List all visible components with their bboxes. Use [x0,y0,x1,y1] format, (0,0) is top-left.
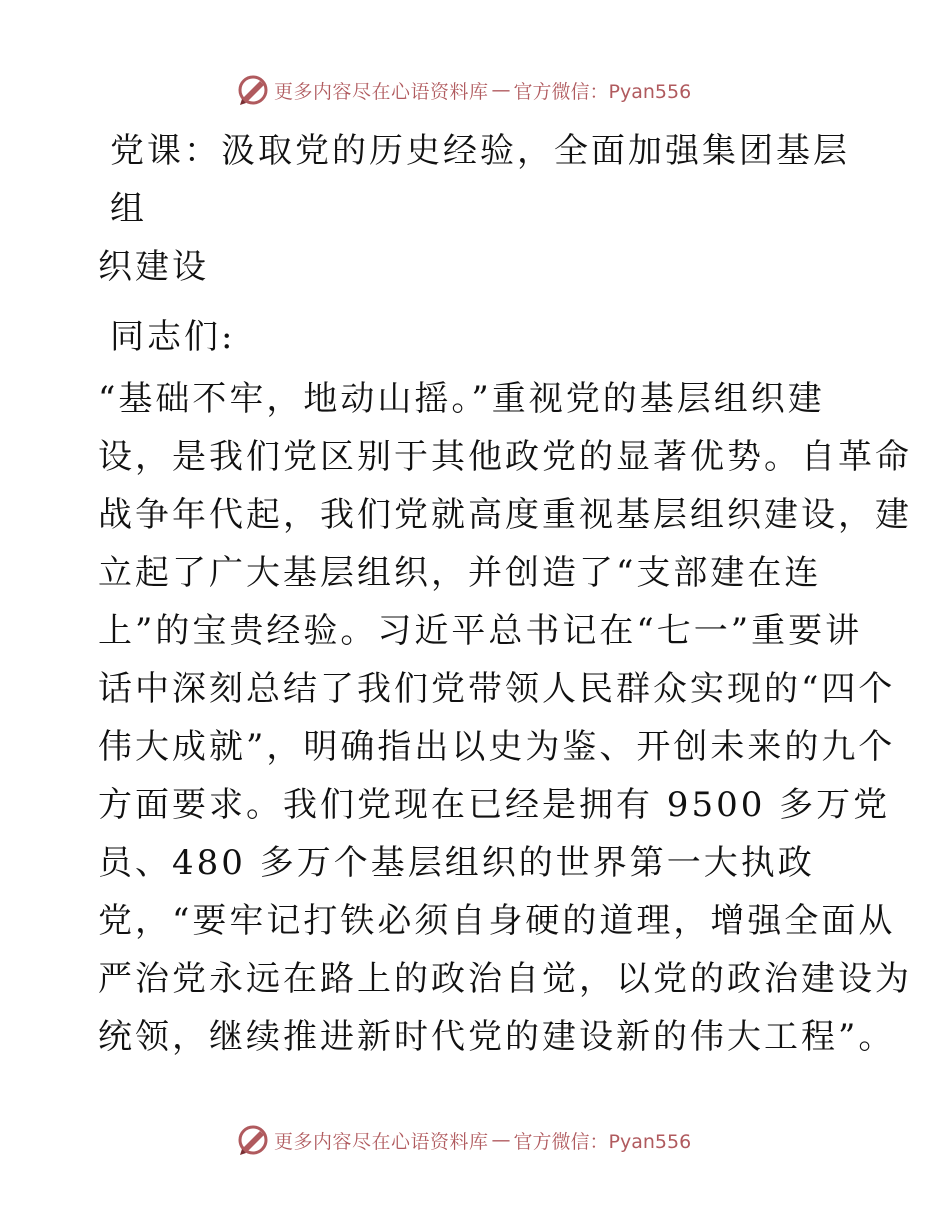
banner-text: 更多内容尽在心语资料库 [274,80,489,103]
pen-logo-icon [236,1123,270,1157]
title-line-2: 织建设 [98,247,209,287]
paragraph-line: 方面要求。我们党现在已经是拥有 9500 多万党 [98,785,891,825]
paragraph-line: 话中深刻总结了我们党带领人民群众实现的“四个 [98,669,896,709]
paragraph-line: “基础不牢，地动山摇。”重视党的基层组织建 [98,379,825,419]
document-body [98,122,912,1066]
paragraph-line: 上”的宝贵经验。习近平总书记在“七一”重要讲 [98,611,863,651]
paragraph-line: 立起了广大基层组织，并创造了“支部建在连 [98,553,822,593]
paragraph-line: 党，“要牢记打铁必须自身硬的道理，增强全面从 [98,901,896,941]
paragraph-line: 统领，继续推进新时代党的建设新的伟大工程”。 [98,1017,896,1057]
paragraph-line: 员、480 多万个基层组织的世界第一大执政 [98,843,815,883]
banner-separator: — [491,79,511,101]
title-line-1: 党课：汲取党的历史经验，全面加强集团基层组 [110,131,850,229]
banner-text: 更多内容尽在心语资料库 [274,1130,489,1153]
banner-contact: 官方微信：Pyan556 [513,80,692,103]
banner-separator: — [491,1129,511,1151]
banner-contact: 官方微信：Pyan556 [513,1130,692,1153]
footer-banner [236,1122,691,1158]
paragraph-line: 严治党永远在路上的政治自觉，以党的政治建设为 [98,959,912,999]
salutation: 同志们: [110,317,236,357]
paragraph-line: 伟大成就”，明确指出以史为鉴、开创未来的九个 [98,727,896,767]
document-title [98,122,858,296]
header-banner [236,72,691,108]
paragraph-line: 战争年代起，我们党就高度重视基层组织建设，建 [98,495,912,535]
body-paragraph [98,370,912,1066]
paragraph-line: 设，是我们党区别于其他政党的显著优势。自革命 [98,437,912,477]
pen-logo-icon [236,73,270,107]
